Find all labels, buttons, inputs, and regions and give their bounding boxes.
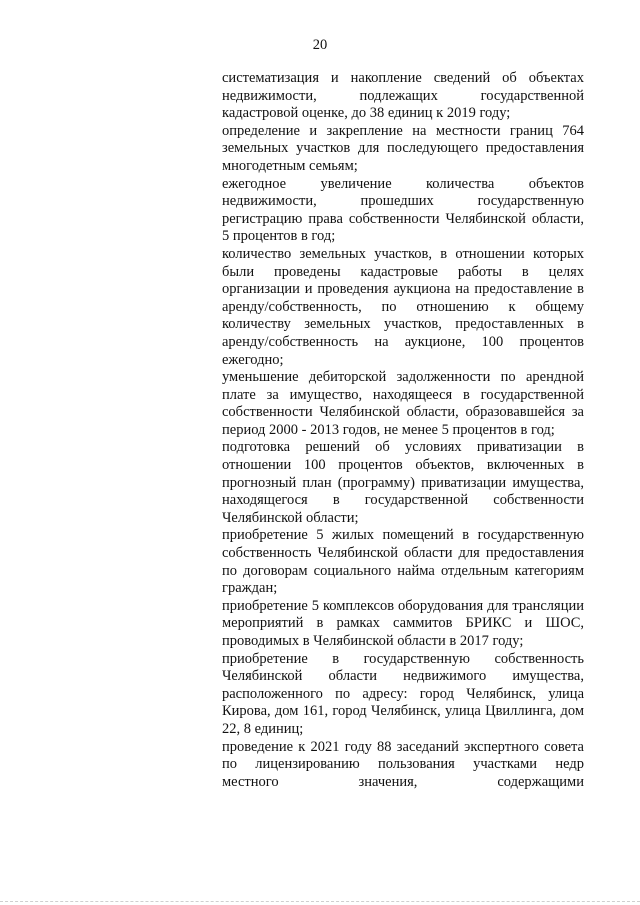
text-line: Цвиллинга, дом 22, 8 единиц; (222, 703, 584, 737)
text-line: ежегодное увеличение количества объектов (222, 175, 584, 192)
list-item-housing-acquisition (222, 527, 584, 597)
text-line: собственности Челябинской области, образовавшейся (222, 404, 566, 421)
text-line: организации и проведения аукциона на предоставление (222, 281, 573, 298)
text-line: собственности Челябинской области; (222, 492, 584, 526)
text-line: расположенного по адресу: город Челябинск, (222, 685, 536, 702)
text-line: предоставления по договорам социального найма (222, 545, 584, 579)
text-line: области, 5 процентов в год; (222, 210, 585, 245)
text-line: трансляции мероприятий в рамках саммитов БРИКС и (222, 597, 584, 632)
list-item-equipment-acquisition (222, 598, 584, 651)
text-line: количеству земельных участков, предоставленных в (222, 316, 584, 333)
page-bottom-edge (0, 901, 640, 902)
text-line: подготовка решений об условиях приватизации в (222, 439, 584, 456)
text-line: уменьшение дебиторской задолженности по арендной (222, 369, 584, 386)
text-line: прогнозный план (программу) приватизации (222, 474, 507, 491)
text-line: недвижимости, подлежащих государственной (222, 87, 584, 104)
text-line: кадастровой оценке, до 38 единиц к 2019 году; (222, 105, 511, 122)
list-item-privatization (222, 439, 584, 527)
text-line: регистрацию права собственности Челябинской (222, 210, 526, 227)
list-item-expert-council (222, 739, 584, 792)
text-line: плате за имущество, находящееся в государственной (222, 386, 584, 403)
text-line: проведение к 2021 году 88 заседаний экспертного (222, 738, 539, 755)
text-line: в аренду/собственность, по отношению к общему (222, 281, 584, 315)
list-item-real-estate-acquisition (222, 651, 584, 739)
text-line: Челябинской области недвижимого имущества, (222, 668, 584, 685)
text-line: отдельным категориям граждан; (222, 562, 584, 597)
list-item-land-boundaries (222, 123, 584, 176)
text-line: отношении 100 процентов объектов, включенных в (222, 457, 584, 474)
text-line: аренду/собственность на аукционе, 100 процентов (222, 333, 584, 350)
text-line: приобретение в государственную собственность (222, 650, 584, 667)
text-line: количество земельных участков, в отношении которых (222, 245, 584, 262)
text-line: недвижимости, прошедших государственную (222, 193, 584, 210)
text-line: приобретение 5 комплексов оборудования для (222, 597, 509, 614)
text-line: приобретение 5 жилых помещений в государственную (222, 527, 584, 544)
text-line: имущества, находящегося в государственной (222, 474, 585, 509)
text-line: ежегодно; (222, 351, 284, 368)
list-item-debt-reduction (222, 369, 584, 439)
list-item-property-registration (222, 176, 584, 246)
text-line: предоставления многодетным семьям; (222, 140, 585, 174)
list-item-cadastral-info (222, 70, 584, 123)
text-line: систематизация и накопление сведений об объектах (222, 70, 584, 86)
text-line: 2017 году; (459, 633, 524, 649)
list-item-land-auction (222, 246, 584, 369)
text-line: ШОС, проводимых в Челябинской области в (222, 615, 585, 649)
text-line: улица Кирова, дом 161, город Челябинск, улица (222, 685, 585, 720)
text-line: собственность Челябинской области для (222, 545, 480, 562)
text-line: недр местного значения, содержащими (222, 756, 584, 790)
text-line: определение и закрепление на местности границ (222, 122, 553, 139)
page-number: 20 (312, 37, 328, 53)
text-line: за период 2000 - 2013 годов, не менее 5 процентов в (222, 404, 584, 438)
text-line: 764 земельных участков для последующего (222, 122, 584, 157)
document-body (222, 70, 584, 791)
text-line: совета по лицензированию пользования участками (222, 738, 584, 773)
text-line: год; (531, 421, 555, 438)
text-line: были проведены кадастровые работы в целях (222, 263, 584, 280)
